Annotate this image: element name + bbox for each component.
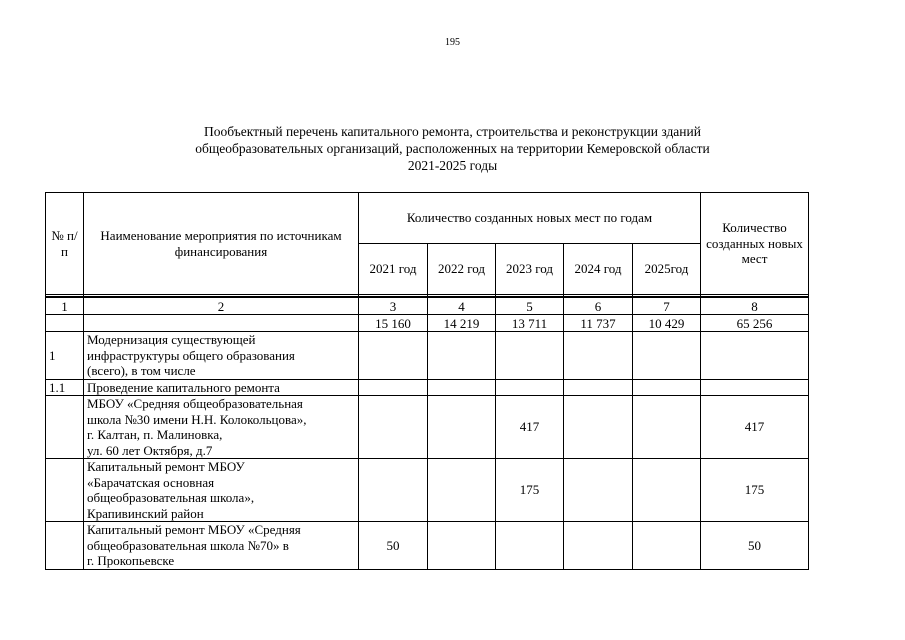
row-name xyxy=(84,379,359,396)
row-value xyxy=(496,522,564,570)
row-name xyxy=(84,332,359,380)
row-name-line: (всего), в том числе xyxy=(87,363,196,378)
row-value xyxy=(359,379,428,396)
row-value xyxy=(428,522,496,570)
row-name-line: Модернизация существующей xyxy=(87,332,256,347)
title-line-3: 2021-2025 годы xyxy=(407,158,498,173)
row-value xyxy=(564,379,633,396)
title-line-2: общеобразовательных организаций, расположенных на территории Кемеровской области xyxy=(195,141,710,156)
row-number: 1.1 xyxy=(46,379,84,396)
row-name-line: общеобразовательная школа №70» в xyxy=(87,537,289,553)
row-value xyxy=(564,522,633,570)
totals-cell: 65 256 xyxy=(701,315,809,332)
totals-cell: 15 160 xyxy=(359,315,428,332)
colnum-cell: 7 xyxy=(633,297,701,315)
row-value xyxy=(564,459,633,522)
row-name-line: инфраструктуры общего образования xyxy=(87,347,295,363)
row-value xyxy=(428,379,496,396)
totals-cell: 13 711 xyxy=(496,315,564,332)
row-value xyxy=(564,396,633,459)
totals-cell: 10 429 xyxy=(633,315,701,332)
row-value xyxy=(633,396,701,459)
row-name-line: Капитальный ремонт МБОУ xyxy=(87,459,245,474)
row-value: 417 xyxy=(496,396,564,459)
header-year-2021: 2021 год xyxy=(359,244,428,295)
row-name-line: г. Прокопьевске xyxy=(87,553,175,568)
row-value: 175 xyxy=(701,459,809,522)
row-value xyxy=(428,396,496,459)
totals-cell xyxy=(46,315,84,332)
row-name xyxy=(84,396,359,459)
totals-cell xyxy=(84,315,359,332)
row-name xyxy=(84,459,359,522)
header-num: № п/п xyxy=(46,193,84,295)
row-name-line: школа №30 имени Н.Н. Колокольцова», xyxy=(87,411,307,427)
table-row xyxy=(46,459,809,522)
colnum-cell: 8 xyxy=(701,297,809,315)
table-row xyxy=(46,522,809,570)
column-number-row xyxy=(46,297,809,315)
row-value xyxy=(633,379,701,396)
page-number: 195 xyxy=(445,37,460,48)
row-value: 175 xyxy=(496,459,564,522)
row-number xyxy=(46,396,84,459)
row-value xyxy=(633,332,701,380)
header-year-2025: 2025год xyxy=(633,244,701,295)
totals-cell: 11 737 xyxy=(564,315,633,332)
title-line-1: Пообъектный перечень капитального ремонта, строительства и реконструкции зданий xyxy=(204,124,701,139)
row-name-line: ул. 60 лет Октября, д.7 xyxy=(87,442,213,458)
row-value xyxy=(496,379,564,396)
row-name-line: МБОУ «Средняя общеобразовательная xyxy=(87,396,303,411)
row-value xyxy=(359,459,428,522)
capital-repair-table xyxy=(45,192,809,570)
totals-row xyxy=(46,315,809,332)
row-value xyxy=(701,332,809,380)
colnum-cell: 6 xyxy=(564,297,633,315)
table-row xyxy=(46,332,809,380)
document-title xyxy=(100,123,805,174)
totals-cell: 14 219 xyxy=(428,315,496,332)
row-name-line: «Барачатская основная xyxy=(87,474,215,490)
row-number: 1 xyxy=(46,332,84,380)
row-name-line: Капитальный ремонт МБОУ «Средняя xyxy=(87,522,301,537)
row-name-line: Проведение капитального ремонта xyxy=(87,379,280,395)
row-value xyxy=(633,459,701,522)
row-value xyxy=(428,459,496,522)
row-value xyxy=(359,332,428,380)
row-value: 50 xyxy=(701,522,809,570)
row-value xyxy=(633,522,701,570)
header-year-2023: 2023 год xyxy=(496,244,564,295)
row-name-line: общеобразовательная школа», xyxy=(87,490,255,505)
colnum-cell: 3 xyxy=(359,297,428,315)
colnum-cell: 4 xyxy=(428,297,496,315)
row-value xyxy=(496,332,564,380)
row-value: 50 xyxy=(359,522,428,570)
row-name-line: Крапивинский район xyxy=(87,505,204,521)
header-group: Количество созданных новых мест по годам xyxy=(359,193,701,244)
row-number xyxy=(46,522,84,570)
colnum-cell: 5 xyxy=(496,297,564,315)
row-value xyxy=(428,332,496,380)
colnum-cell: 1 xyxy=(46,297,84,315)
header-total: Количество созданных новых мест xyxy=(701,193,809,295)
row-value xyxy=(701,379,809,396)
header-year-2024: 2024 год xyxy=(564,244,633,295)
table-row xyxy=(46,396,809,459)
header-name: Наименование мероприятия по источникам финансирования xyxy=(84,193,359,295)
colnum-cell: 2 xyxy=(84,297,359,315)
header-year-2022: 2022 год xyxy=(428,244,496,295)
row-value xyxy=(564,332,633,380)
row-name-line: г. Калтан, п. Малиновка, xyxy=(87,427,223,442)
row-name xyxy=(84,522,359,570)
row-value xyxy=(359,396,428,459)
row-number xyxy=(46,459,84,522)
row-value: 417 xyxy=(701,396,809,459)
table-row xyxy=(46,379,809,396)
